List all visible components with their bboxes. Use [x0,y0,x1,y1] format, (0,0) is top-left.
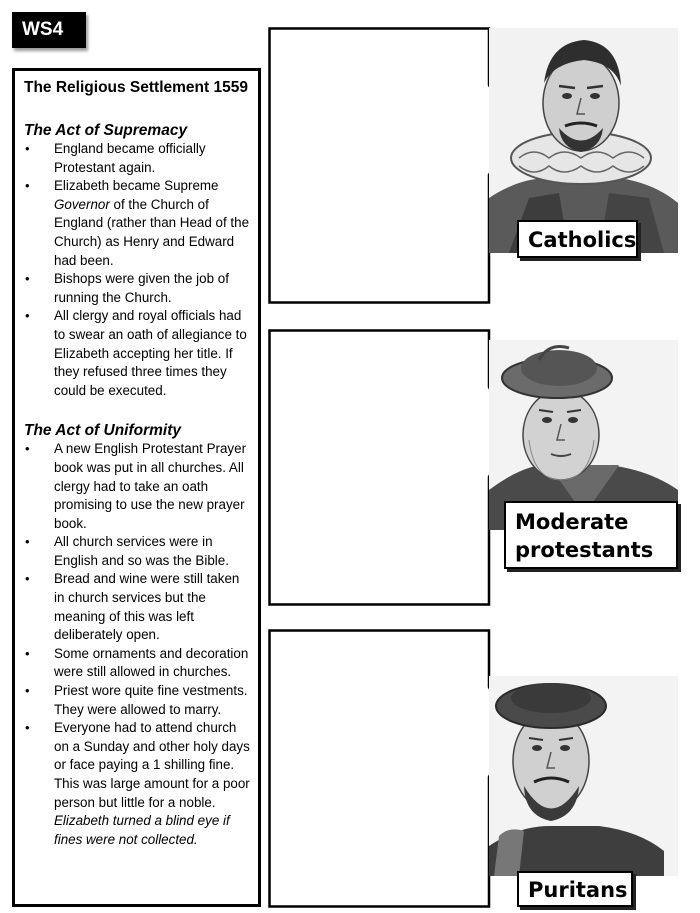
supremacy-list [24,140,252,400]
list-item [24,177,252,270]
supremacy-heading: The Act of Supremacy [24,122,188,139]
puritan-portrait-image [489,676,678,876]
list-item: • Some ornaments and decoration were still allowed in churches. [24,645,252,682]
moderate-answer-box[interactable] [268,329,492,606]
moderate-protestants-label [504,501,678,569]
moderate-label-line1: Moderate [515,510,629,534]
list-item: • Priest wore quite fine vestments. They were allowed to marry. [24,682,252,719]
uniformity-list [24,440,252,849]
puritans-label-text: Puritans [528,878,628,902]
list-item: • A new English Protestant Prayer book was put in all churches. All clergy had to take an oath promising to use the new prayer book. [24,440,252,533]
catholics-label [517,220,638,258]
list-item-text: Elizabeth became Supreme [54,178,219,194]
list-item: • England became officially Protestant again. [24,140,252,177]
list-item: • Bishops were given the job of running the Church. [24,270,252,307]
list-item-emphasis: Elizabeth turned a blind eye if fines were not collected. [54,813,230,847]
list-item: • All church services were in English and so was the Bible. [24,533,252,570]
moderate-label-line2: protestants [515,538,654,562]
catholics-label-text: Catholics [528,228,637,252]
list-item: • All clergy and royal officials had to swear an oath of allegiance to Elizabeth accepting her title. If they refused three times they could be executed. [24,307,252,400]
list-item-text: of the Church of England (rather than Head of the Church) as Henry and Edward had been. [54,196,250,268]
catholics-answer-box[interactable] [268,27,492,304]
list-item [24,719,252,849]
panel-title: The Religious Settlement 1559 [24,79,248,96]
list-item-text: Everyone had to attend church on a Sunday and other holy days or face paying a 1 shilling fine. This was large amount for a poor person but little for a noble. [54,720,250,810]
list-item: • Bread and wine were still taken in church services but the meaning of this was left deliberately open. [24,570,252,644]
worksheet-tag-text: WS4 [22,19,64,40]
info-panel [12,68,261,907]
worksheet-tag [12,12,86,48]
uniformity-heading: The Act of Uniformity [24,422,182,440]
list-item-emphasis: Governor [54,196,110,212]
puritans-label [517,871,633,907]
puritans-answer-box[interactable] [268,629,492,908]
